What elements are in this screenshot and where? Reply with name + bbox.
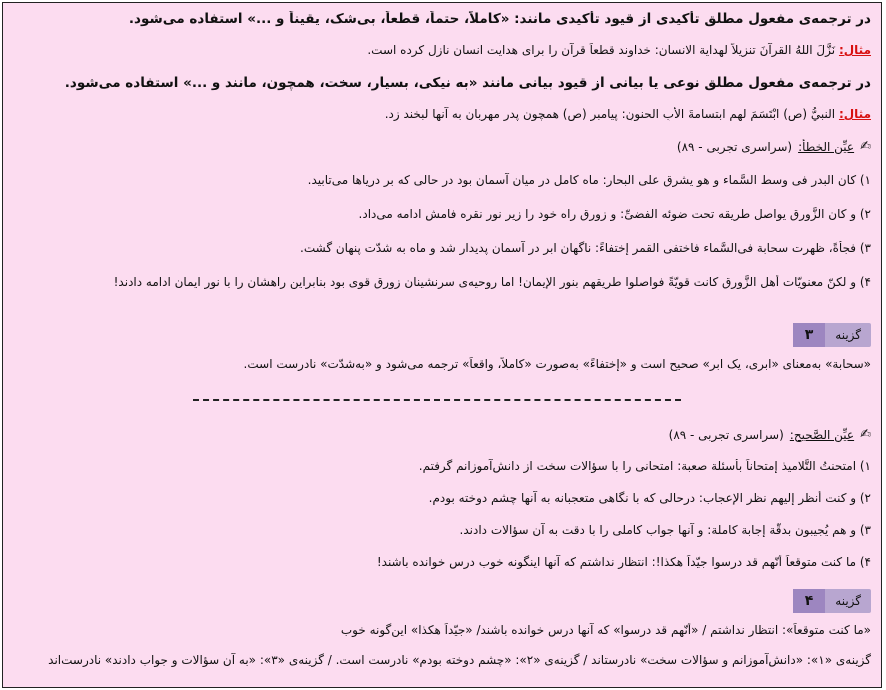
question-2-explanation-1: «ما کنت متوقعاً»: انتظار نداشتم / «أنّهم قد درسوا» که آنها درس خوانده باشند/ «جیّداً هکذا» این‌گونه خوب — [340, 623, 871, 637]
rule-emphatic-object: در ترجمه‌ی مفعول مطلق تأکیدی از قیود تأکیدی مانند: «کاملاً، حتماً، قطعاً، بی‌شک، یقیناً و ...» استفاده می‌شود. — [128, 11, 871, 27]
example-text: نَزَّلَ اللهُ القرآنَ تنزيلاً لهداية الانسان: خداوند قطعاً قرآن را برای هدایت انسان نازل کرده است. — [367, 43, 836, 57]
document-page — [2, 2, 882, 688]
question-2-answer-badge — [793, 589, 871, 613]
answer-number: ۳ — [793, 323, 826, 347]
question-1-option-4: ۴) و لکنّ معنویّات أهل الزَّورق کانت قویّةً فواصلوا طریقهم بنور الإیمان! اما روحیه‌ی سرنشینان زورق قوی بود بنابراین راهشان را با نور ایمان ادامه دادند! — [113, 275, 871, 289]
question-1-answer-badge — [793, 323, 871, 347]
question-1-option-1: ۱) کان البدر فی وسط السَّماء و هو یشرق علی البحار: ماه کامل در میان آسمان بود در حالی که بر دریاها می‌تابید. — [307, 173, 871, 187]
section-divider — [193, 399, 681, 401]
question-1-option-3: ۳) فجأةً، ظهرت سحابة فی‌السَّماء فاختفی القمر إختفاءً: ناگهان ابر در آسمان پدیدار شد و ماه به شدّت پنهان گشت. — [300, 241, 871, 255]
example-1 — [11, 43, 871, 57]
pen-icon: ✍ — [860, 427, 871, 442]
question-2-option-1: ۱) امتحنتُ التَّلامیذ إمتحاناً بأسئلة صعبة: امتحانی را با سؤالات سخت از دانش‌آموزانم گرفتم. — [418, 459, 871, 473]
question-source: (سراسری تجربی - ۸۹) — [676, 139, 793, 154]
question-2-explanation-2: گزینه‌ی «۱»: «دانش‌آموزانم و سؤالات سخت» نادرستاند / گزینه‌ی «۲»: «چشم دوخته بودم» نادرست است. / گزینه‌ی «۳»: «به آن سؤالات و جواب دادند» نادرست‌اند — [48, 653, 871, 667]
example-2 — [11, 107, 871, 121]
pen-icon: ✍ — [860, 139, 871, 154]
rule-descriptive-object: در ترجمه‌ی مفعول مطلق نوعی یا بیانی از قیود بیانی مانند «به نیکی، بسیار، سخت، همچون، مانند و ...» استفاده می‌شود. — [64, 75, 871, 91]
question-1-explanation: «سحابة» به‌معنای «ابری، یک ابر» صحیح است و «إختفاءً» به‌صورت «کاملاً، واقعاً» ترجمه می‌شود و «به‌شدّت» نادرست است. — [243, 357, 871, 371]
example-text: النبيُّ (ص) ابْتَسَمَ لهم ابتسامةَ الأبِ الحنونِ: پیامبر (ص) همچون پدر مهربان به آنها لبخند زد. — [384, 107, 836, 121]
question-2-option-2: ۲) و کنت أنظر إلیهم نظر الإعجاب: درحالی که با نگاهی متعجبانه به آنها چشم دوخته بودم. — [428, 491, 871, 505]
question-2-option-3: ۳) و هم یُجیبون بدقّة إجابة کاملة: و آنها جواب کاملی را با دقت به آن سؤالات دادند. — [459, 523, 871, 537]
answer-label: گزینه — [835, 594, 861, 608]
question-1-option-2: ۲) و کان الزَّورق یواصل طریقه تحت ضوئه الفضیِّ: و زورق راه خود را زیر نور نقره فامش ادامه می‌داد. — [358, 207, 871, 221]
example-label: مثال: — [838, 43, 871, 57]
question-2-option-4: ۴) ما کنت متوقعاً أنّهم قد درسوا جیّداً هکذا!: انتظار نداشتم که آنها اینگونه خوب درس خوانده باشند! — [376, 555, 871, 569]
question-title: عیِّن الخطأ: — [798, 139, 855, 154]
example-label: مثال: — [838, 107, 871, 121]
answer-number: ۴ — [793, 589, 826, 613]
answer-label: گزینه — [835, 328, 861, 342]
question-2-header — [11, 427, 871, 442]
question-title: عیِّن الصَّحیح: — [789, 427, 855, 442]
question-source: (سراسری تجربی - ۸۹) — [668, 427, 784, 442]
question-1-header — [11, 139, 871, 154]
